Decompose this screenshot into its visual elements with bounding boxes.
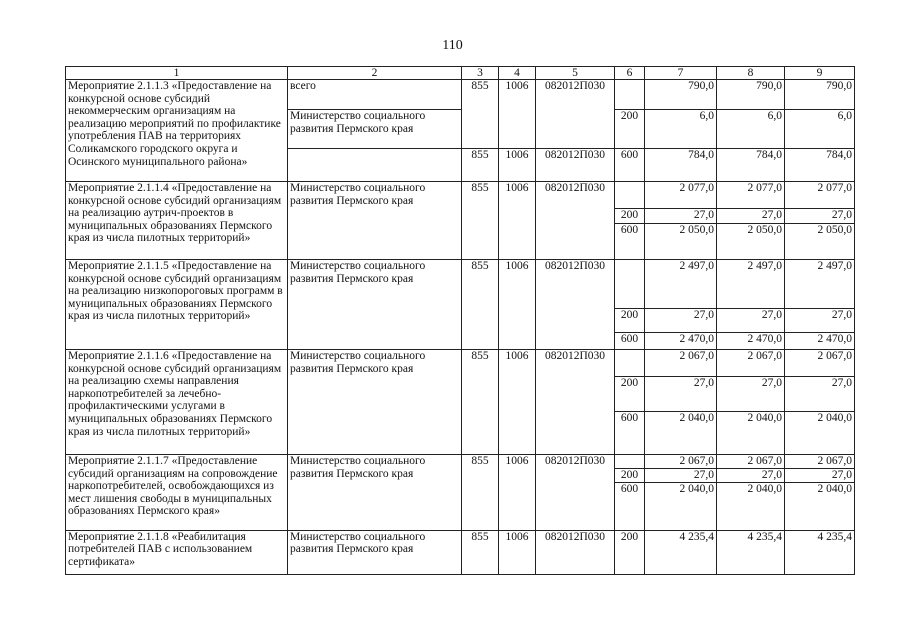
expense-type-code: [615, 182, 645, 209]
budget-table: [65, 66, 855, 575]
grbs-code: 855: [462, 530, 499, 574]
amount-year-3: 27,0: [785, 468, 855, 482]
grbs-code: 855: [462, 455, 499, 531]
event-description: Мероприятие 2.1.1.4 «Предоставление на конкурсной основе субсидий организациям на реализацию аутрич-проектов в муниципальных образованиях Пермского края из числа пилотных территорий»: [66, 182, 288, 260]
amount-year-1: 27,0: [645, 468, 717, 482]
target-article-code: 082012П030: [536, 149, 615, 182]
amount-year-1: 2 050,0: [645, 224, 717, 260]
target-article-code: 082012П030: [536, 260, 615, 350]
expense-type-code: 200: [615, 209, 645, 224]
grbs-code: 855: [462, 350, 499, 455]
amount-year-2: 2 497,0: [717, 260, 785, 309]
amount-year-2: 27,0: [717, 468, 785, 482]
column-header: 7: [645, 67, 717, 80]
table-row: [66, 350, 855, 377]
page-number: 110: [442, 38, 463, 53]
target-article-code: 082012П030: [536, 350, 615, 455]
column-header: 8: [717, 67, 785, 80]
grbs-code: 855: [462, 80, 499, 110]
amount-year-3: 2 077,0: [785, 182, 855, 209]
amount-year-1: 27,0: [645, 209, 717, 224]
amount-year-2: 4 235,4: [717, 530, 785, 574]
amount-year-3: 2 470,0: [785, 333, 855, 350]
table-row: [66, 530, 855, 574]
empty-cell: [536, 110, 615, 149]
amount-year-3: 2 067,0: [785, 350, 855, 377]
amount-year-2: 2 040,0: [717, 482, 785, 530]
expense-type-code: 200: [615, 377, 645, 412]
amount-year-1: 790,0: [645, 80, 717, 110]
ministry-name: Министерство социального развития Пермского края: [288, 455, 462, 531]
amount-year-3: 27,0: [785, 309, 855, 333]
table-row: [66, 80, 855, 110]
amount-year-3: 27,0: [785, 209, 855, 224]
amount-year-1: 2 040,0: [645, 482, 717, 530]
amount-year-3: 790,0: [785, 80, 855, 110]
amount-year-3: 2 067,0: [785, 455, 855, 469]
amount-year-1: 4 235,4: [645, 530, 717, 574]
target-article-code: 082012П030: [536, 455, 615, 531]
amount-year-1: 2 067,0: [645, 350, 717, 377]
section-code: 1006: [499, 149, 536, 182]
expense-type-code: 200: [615, 530, 645, 574]
expense-type-code: [615, 260, 645, 309]
amount-year-2: 27,0: [717, 377, 785, 412]
empty-cell: [462, 110, 499, 149]
expense-type-code: 600: [615, 412, 645, 455]
target-article-code: 082012П030: [536, 182, 615, 260]
column-header: 4: [499, 67, 536, 80]
amount-year-2: 790,0: [717, 80, 785, 110]
table-row: [66, 260, 855, 309]
amount-year-3: 2 497,0: [785, 260, 855, 309]
empty-cell: [288, 149, 462, 182]
column-header: 9: [785, 67, 855, 80]
target-article-code: 082012П030: [536, 80, 615, 110]
ministry-name: Министерство социального развития Пермского края: [288, 182, 462, 260]
amount-year-3: 6,0: [785, 110, 855, 149]
event-description: Мероприятие 2.1.1.3 «Предоставление на конкурсной основе субсидий некоммерческим организациям на реализацию мероприятий по профилактике употребления ПАВ на территориях Соликамского городского округа и Осинского муниципального района»: [66, 80, 288, 182]
grbs-code: 855: [462, 182, 499, 260]
amount-year-3: 4 235,4: [785, 530, 855, 574]
expense-type-code: 200: [615, 110, 645, 149]
total-label: всего: [288, 80, 462, 110]
column-header: 1: [66, 67, 288, 80]
table-row: [66, 182, 855, 209]
grbs-code: 855: [462, 149, 499, 182]
amount-year-2: 2 040,0: [717, 412, 785, 455]
ministry-name: Министерство социального развития Пермского края: [288, 110, 462, 149]
amount-year-1: 2 497,0: [645, 260, 717, 309]
amount-year-1: 784,0: [645, 149, 717, 182]
amount-year-1: 2 470,0: [645, 333, 717, 350]
amount-year-1: 2 067,0: [645, 455, 717, 469]
amount-year-3: 27,0: [785, 377, 855, 412]
expense-type-code: [615, 350, 645, 377]
table-row: [66, 455, 855, 469]
amount-year-2: 6,0: [717, 110, 785, 149]
event-description: Мероприятие 2.1.1.7 «Предоставление субсидий организациям на сопровождение наркопотребителей, освобождающихся из мест лишения свободы в муниципальных образованиях Пермского края»: [66, 455, 288, 531]
empty-cell: [499, 110, 536, 149]
ministry-name: Министерство социального развития Пермского края: [288, 530, 462, 574]
column-header: 2: [288, 67, 462, 80]
grbs-code: 855: [462, 260, 499, 350]
event-description: Мероприятие 2.1.1.8 «Реабилитация потребителей ПАВ с использованием сертификата»: [66, 530, 288, 574]
section-code: 1006: [499, 455, 536, 531]
expense-type-code: 200: [615, 468, 645, 482]
expense-type-code: [615, 455, 645, 469]
column-header: 5: [536, 67, 615, 80]
amount-year-3: 2 050,0: [785, 224, 855, 260]
amount-year-2: 2 470,0: [717, 333, 785, 350]
column-header: 3: [462, 67, 499, 80]
section-code: 1006: [499, 350, 536, 455]
amount-year-2: 2 067,0: [717, 455, 785, 469]
amount-year-1: 6,0: [645, 110, 717, 149]
ministry-name: Министерство социального развития Пермского края: [288, 260, 462, 350]
amount-year-1: 2 040,0: [645, 412, 717, 455]
ministry-name: Министерство социального развития Пермского края: [288, 350, 462, 455]
expense-type-code: 200: [615, 309, 645, 333]
section-code: 1006: [499, 530, 536, 574]
amount-year-3: 2 040,0: [785, 412, 855, 455]
section-code: 1006: [499, 260, 536, 350]
amount-year-3: 2 040,0: [785, 482, 855, 530]
amount-year-2: 27,0: [717, 309, 785, 333]
amount-year-2: 27,0: [717, 209, 785, 224]
amount-year-3: 784,0: [785, 149, 855, 182]
amount-year-1: 2 077,0: [645, 182, 717, 209]
expense-type-code: 600: [615, 149, 645, 182]
section-code: 1006: [499, 182, 536, 260]
expense-type-code: 600: [615, 482, 645, 530]
table-header-row: [66, 67, 855, 80]
amount-year-2: 2 067,0: [717, 350, 785, 377]
expense-type-code: 600: [615, 333, 645, 350]
column-header: 6: [615, 67, 645, 80]
amount-year-1: 27,0: [645, 309, 717, 333]
amount-year-2: 784,0: [717, 149, 785, 182]
expense-type-code: [615, 80, 645, 110]
target-article-code: 082012П030: [536, 530, 615, 574]
amount-year-2: 2 050,0: [717, 224, 785, 260]
amount-year-2: 2 077,0: [717, 182, 785, 209]
event-description: Мероприятие 2.1.1.6 «Предоставление на конкурсной основе субсидий организациям на реализацию схемы направления наркопотребителей за лечебно-профилактическими услугами в муниципальных образованиях Пермского края из числа пилотных территорий»: [66, 350, 288, 455]
expense-type-code: 600: [615, 224, 645, 260]
event-description: Мероприятие 2.1.1.5 «Предоставление на конкурсной основе субсидий организациям на реализацию низкопороговых программ в муниципальных образованиях Пермского края из числа пилотных территорий»: [66, 260, 288, 350]
amount-year-1: 27,0: [645, 377, 717, 412]
section-code: 1006: [499, 80, 536, 110]
